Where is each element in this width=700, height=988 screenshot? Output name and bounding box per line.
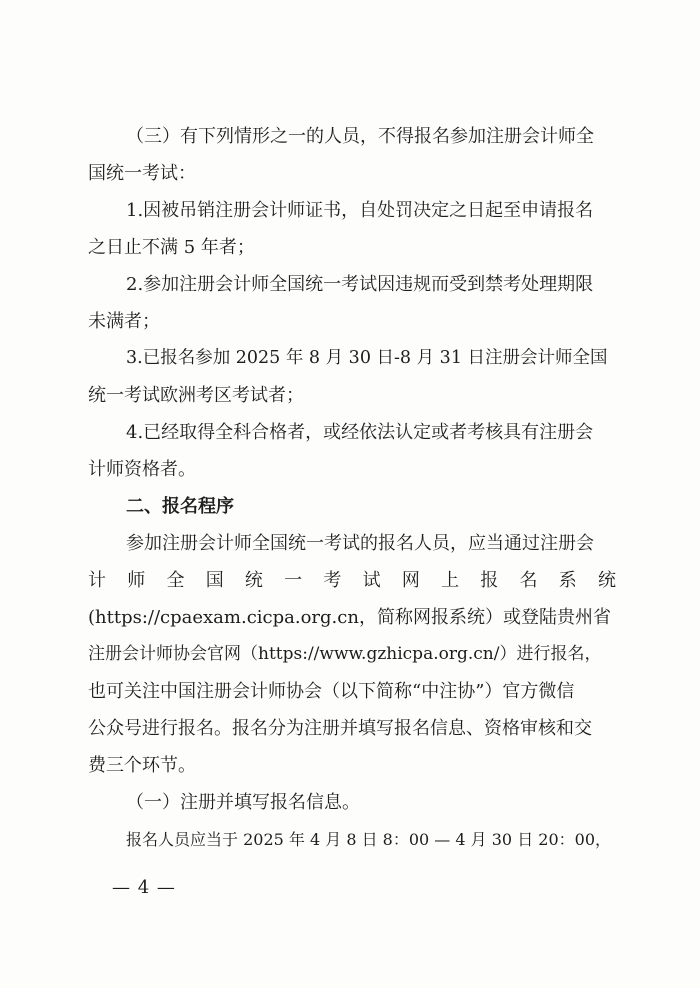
- text-line: 统一考试欧洲考区考试者；: [88, 385, 304, 406]
- text-line: 计师资格者。: [88, 459, 196, 480]
- text-line: 国统一考试：: [88, 163, 196, 184]
- text-line: 未满者；: [88, 311, 160, 332]
- text-line: 报名人员应当于 2025 年 4 月 8 日 8：00 — 4 月 30 日 20：00，: [126, 830, 611, 849]
- page-number: — 4 —: [112, 877, 176, 898]
- document-body: [88, 118, 616, 858]
- subsection-heading: （一）注册并填写报名信息。: [126, 792, 360, 813]
- text-line: 之日止不满 5 年者；: [88, 237, 255, 258]
- text-line: 计 师 全 国 统 一 考 试 网 上 报 名 系 统: [88, 570, 616, 591]
- text-line: 也可关注中国注册会计师协会（以下简称“中注协”）官方微信: [88, 681, 575, 702]
- text-line: 3.已报名参加 2025 年 8 月 30 日-8 月 31 日注册会计师全国: [126, 348, 608, 368]
- text-line: (https://cpaexam.cicpa.org.cn，简称网报系统）或登陆贵州省: [88, 607, 611, 628]
- text-line: 参加注册会计师全国统一考试的报名人员，应当通过注册会: [126, 533, 594, 554]
- text-line: 1.因被吊销注册会计师证书，自处罚决定之日起至申请报名: [126, 200, 594, 221]
- text-line: （三）有下列情形之一的人员，不得报名参加注册会计师全: [126, 126, 594, 147]
- section-heading: 二、报名程序: [126, 496, 234, 517]
- text-line: 4.已经取得全科合格者，或经依法认定或者考核具有注册会: [126, 422, 594, 443]
- text-line: 注册会计师协会官网（https://www.gzhicpa.org.cn/）进行报名，: [88, 644, 602, 664]
- text-line: 公众号进行报名。报名分为注册并填写报名信息、资格审核和交: [88, 718, 592, 739]
- text-line: 费三个环节。: [88, 755, 196, 776]
- text-line: 2.参加注册会计师全国统一考试因违规而受到禁考处理期限: [126, 274, 594, 295]
